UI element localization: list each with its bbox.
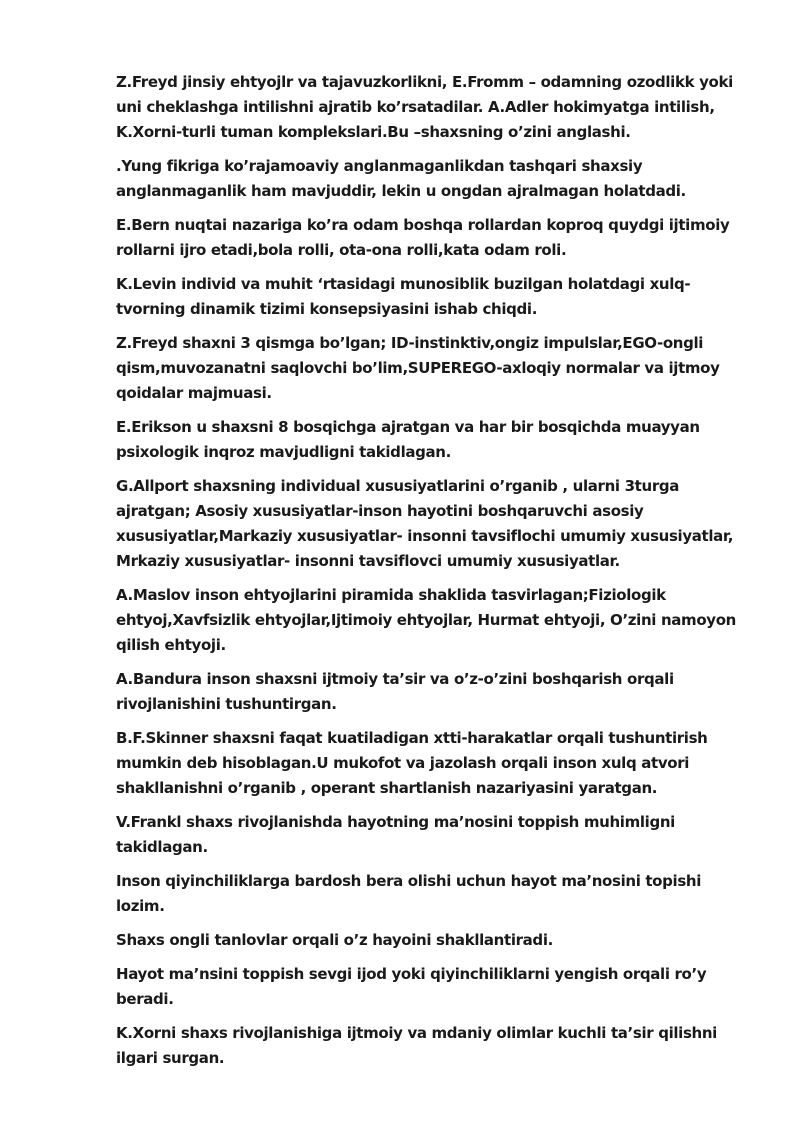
paragraph-finding-meaning: Hayot ma’nsini toppish sevgi ijod yoki qiyinchiliklarni yengish orqali ro’y beradi. <box>116 965 707 1008</box>
paragraph-xorni: K.Xorni shaxs rivojlanishiga ijtmoiy va mdaniy olimlar kuchli ta’sir qilishni ilgari surgan. <box>116 1024 717 1067</box>
paragraph-bern: E.Bern nuqtai nazariga ko’ra odam boshqa rollardan koproq quydgi ijtimoiy rollarni ijro etadi,bola rolli, ota-ona rolli,kata odam roli. <box>116 216 730 259</box>
paragraph-yung: .Yung fikriga ko’rajamoaviy anglanmaganlikdan tashqari shaxsiy anglanmaganlik ham mavjuddir, lekin u ongdan ajralmagan holatdadi. <box>116 157 686 200</box>
paragraph-bandura: A.Bandura inson shaxsni ijtmoiy ta’sir va o’z-o’zini boshqarish orqali rivojlanishini tushuntirgan. <box>116 670 674 713</box>
paragraph-skinner: B.F.Skinner shaxsni faqat kuatiladigan xtti-harakatlar orqali tushuntirish mumkin deb hisoblagan.U mukofot va jazolash orqali inson xulq atvori shakllanishni o’rganib , operant shartlanish nazariyasini yaratgan. <box>116 729 708 797</box>
paragraph-freyd-fromm-adler: Z.Freyd jinsiy ehtyojlr va tajavuzkorlikni, E.Fromm – odamning ozodlikk yoki uni cheklashga intilishni ajratib ko’rsatadilar. A.Adler hokimyatga intilish, K.Xorni-turli tuman komplekslari.Bu –shaxsning o’zini anglashi. <box>116 73 733 141</box>
paragraph-allport: G.Allport shaxsning individual xususiyatlarini o’rganib , ularni 3turga ajratgan; Asosiy xususiyatlar-inson hayotini boshqaruvchi asosiy xususiyatlar,Markaziy xususiyatlar- insonni tavsiflochi umumiy xususiyatlar, Mrkaziy xususiyatlar- insonni tavsiflovci umumiy xususiyatlar. <box>116 477 734 570</box>
paragraph-levin: K.Levin individ va muhit ‘rtasidagi munosiblik buzilgan holatdagi xulq-tvorning dinamik tizimi konsepsiyasini ishab chiqdi. <box>116 275 691 318</box>
paragraph-conscious-choices: Shaxs ongli tanlovlar orqali o’z hayoini shakllantiradi. <box>116 931 553 949</box>
document-body <box>116 70 746 1080</box>
paragraph-frankl: V.Frankl shaxs rivojlanishda hayotning ma’nosini toppish muhimligni takidlagan. <box>116 813 675 856</box>
paragraph-life-meaning: Inson qiyinchiliklarga bardosh bera olishi uchun hayot ma’nosini topishi lozim. <box>116 872 702 915</box>
paragraph-maslov: A.Maslov inson ehtyojlarini piramida shaklida tasvirlagan;Fiziologik ehtyoj,Xavfsizlik ehtyojlar,Ijtimoiy ehtyojlar, Hurmat ehtyoji, O’zini namoyon qilish ehtyoji. <box>116 586 737 654</box>
paragraph-freyd-structure: Z.Freyd shaxni 3 qismga bo’lgan; ID-instinktiv,ongiz impulslar,EGO-ongli qism,muvozanatni saqlovchi bo’lim,SUPEREGO-axloqiy normalar va ijtmoy qoidalar majmuasi. <box>116 334 720 402</box>
paragraph-erikson: E.Erikson u shaxsni 8 bosqichga ajratgan va har bir bosqichda muayyan psixologik inqroz mavjudligni takidlagan. <box>116 418 700 461</box>
